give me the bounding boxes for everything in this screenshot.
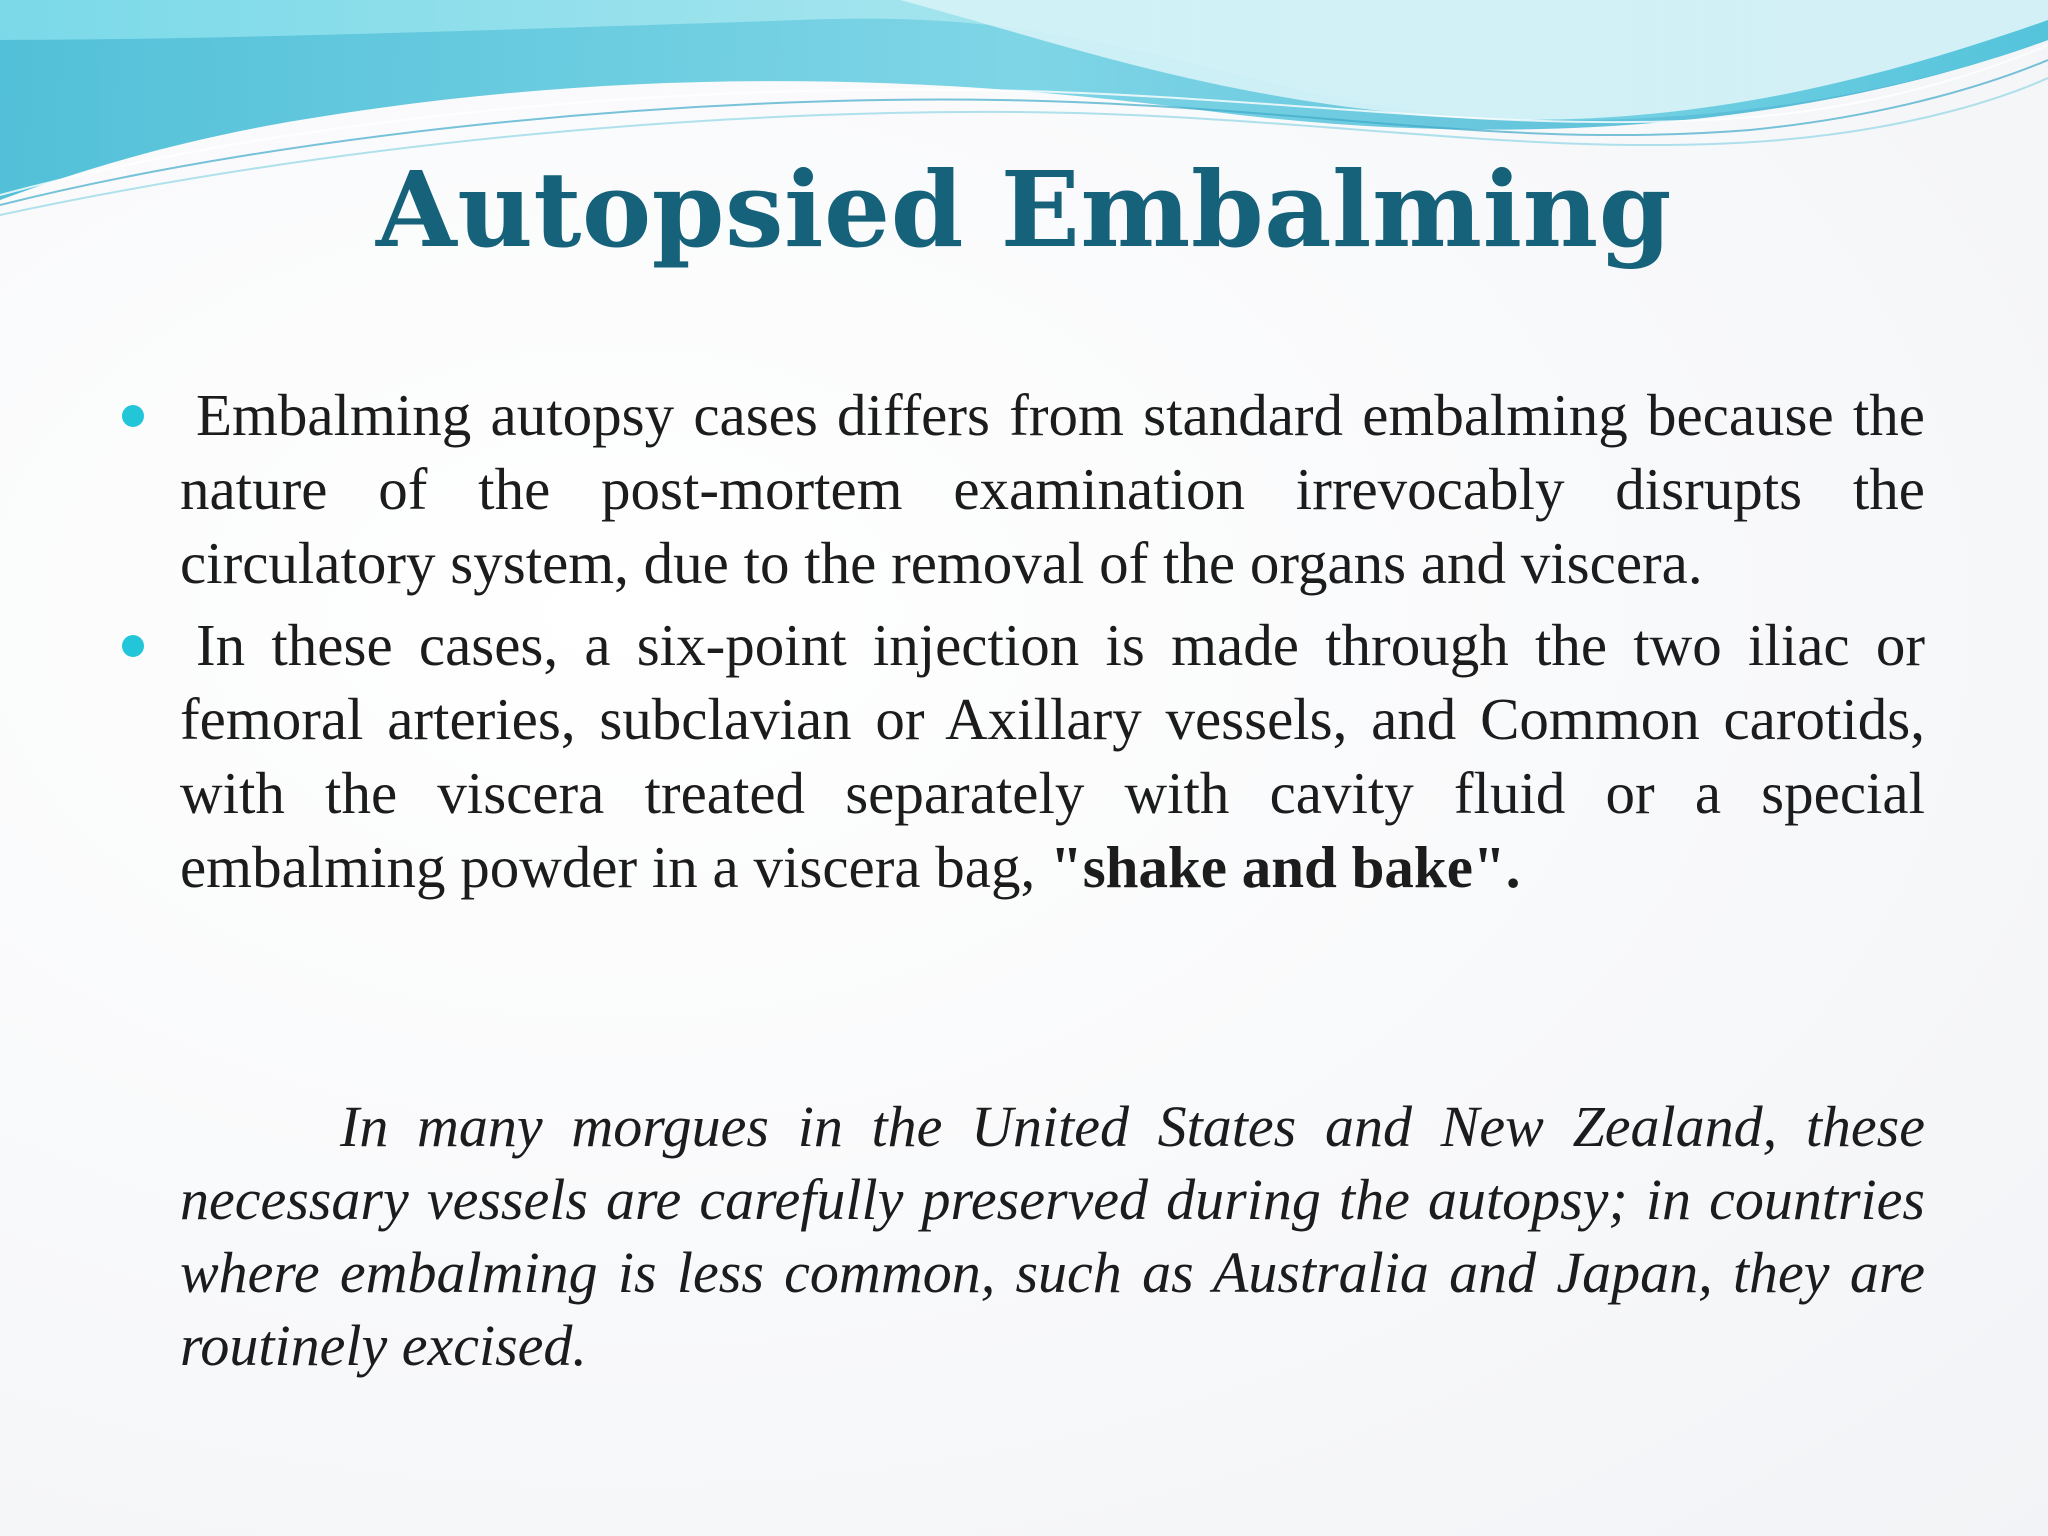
slide-title: Autopsied Embalming xyxy=(376,148,1672,271)
bullet-list xyxy=(110,378,1925,912)
bullet-item xyxy=(110,378,1925,600)
bullet-dot-icon xyxy=(122,405,144,427)
bullet-text: In these cases, a six-point injection is made through the two iliac or femoral arteries, subclavian or Axillary vessels, and Common carotids, with the viscera treated separately with cavity fluid or a special embalming powder in a viscera bag, xyxy=(180,612,1925,900)
bullet-emphasis: "shake and bake". xyxy=(1049,834,1521,900)
italic-note: In many morgues in the United States and New Zealand, these necessary vessels are carefully preserved during the autopsy; in countries where embalming is less common, such as Australia and Japan, they are routinely excised. xyxy=(180,1094,1925,1378)
bullet-item xyxy=(110,608,1925,904)
bullet-dot-icon xyxy=(122,635,144,657)
bullet-text: Embalming autopsy cases differs from standard embalming because the nature of the post-mortem examination irrevocably disrupts the circulatory system, due to the removal of the organs and viscera. xyxy=(180,382,1925,596)
